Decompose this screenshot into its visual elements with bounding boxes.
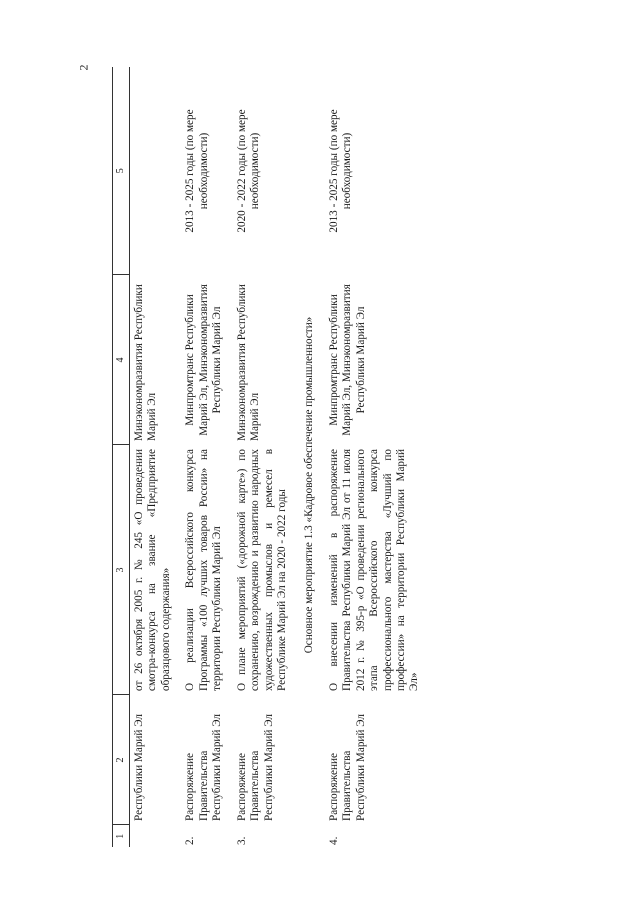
row-number: 2. — [184, 836, 197, 845]
section-row — [297, 67, 324, 847]
table-row — [181, 67, 232, 847]
page-number: 2 — [76, 64, 91, 71]
row-number: 3. — [235, 836, 248, 845]
column-header: 1 — [113, 825, 130, 847]
row-number — [130, 825, 182, 847]
table-row — [233, 67, 298, 847]
term: 2020 - 2022 годы (по мере необходимости) — [235, 109, 262, 233]
section-title: Основное мероприятие 1.3 «Кадровое обеспечение промышленности» — [303, 316, 316, 654]
table-header-row — [113, 67, 130, 847]
term: 2013 - 2025 годы (по мере необходимости) — [327, 109, 354, 233]
term: 2013 - 2025 годы (по мере необходимости) — [184, 109, 210, 233]
document-title: О реализации Всероссийского конкурса Программы «100 лучших товаров России» на территории Республики Марий Эл — [184, 449, 224, 691]
document-type: Распоряжение Правительства Республики Марий Эл — [327, 713, 367, 821]
rotated-table-container — [112, 67, 466, 847]
table-row — [130, 67, 182, 847]
executor: Минэкономразвития Республики Марий Эл — [133, 284, 159, 441]
document-title: от 26 октября 2005 г. № 245 «О проведении смотра-конкурса на звание «Предприятие образцового содержания» — [133, 449, 172, 691]
column-header: 5 — [113, 67, 130, 275]
row-number: 4. — [327, 836, 340, 845]
column-header: 3 — [113, 445, 130, 695]
document-type: Распоряжение Правительства Республики Марий Эл — [235, 713, 275, 821]
term — [130, 67, 182, 275]
measures-table — [112, 67, 430, 847]
document-title: О внесении изменений в распоряжение Правительства Республики Марий Эл от 11 июля 2012 г. № 395-р «О проведении регионального этапа Всероссийского конкурса профессионального мастерства «Лучший по профессии» на территории Республики Марий Эл» — [327, 449, 421, 691]
executor: Минэкономразвития Республики Марий Эл — [235, 284, 262, 441]
executor: Минпромтранс Республики Марий Эл, Минэкономразвития Республики Марий Эл — [184, 284, 224, 436]
table-row — [325, 67, 430, 847]
executor: Минпромтранс Республики Марий Эл, Минэкономразвития Республики Марий Эл — [327, 284, 367, 436]
column-header: 2 — [113, 695, 130, 825]
column-header: 4 — [113, 275, 130, 445]
document-type: Распоряжение Правительства Республики Марий Эл — [184, 713, 224, 821]
document-type: Республики Марий Эл — [133, 713, 145, 821]
document-title: О плане мероприятий («дорожной карте») по сохранению, возрождению и развитию народных художественных промыслов и ремесел в Республике Марий Эл на 2020 - 2022 годы — [235, 449, 288, 691]
